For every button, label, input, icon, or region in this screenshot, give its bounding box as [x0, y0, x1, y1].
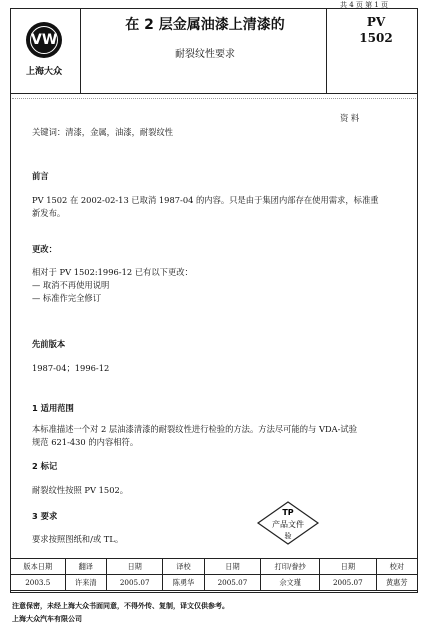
- title-line-2: 耐裂纹性要求: [175, 49, 235, 60]
- divider: [12, 98, 416, 99]
- table-header-cell: 版本日期: [11, 559, 66, 575]
- table-header-cell: 日期: [204, 559, 260, 575]
- table-header-cell: 日期: [107, 559, 163, 575]
- doc-number: 1502: [359, 31, 393, 45]
- previous-versions-heading: 先前版本: [32, 339, 66, 349]
- table-header-row: [11, 559, 418, 575]
- table-header-cell: 译校: [163, 559, 204, 575]
- foreword-line-1: PV 1502 在 2002-02-13 已取消 1987-04 的内容。只是由于集团内部存在使用需求，标准重: [32, 195, 379, 205]
- changes-heading: 更改：: [32, 244, 57, 254]
- logo-letters: VW: [30, 26, 58, 54]
- section-2-text: 耐裂纹性按照 PV 1502。: [32, 485, 129, 495]
- table-cell: 黄惠芳: [376, 575, 417, 591]
- table-row: [11, 575, 418, 591]
- section-3-text: 要求按照图纸和/或 TL。: [32, 534, 124, 544]
- table-cell: 陈勇华: [163, 575, 204, 591]
- title-line-1: 在 2 层金属油漆上清漆的: [125, 17, 285, 33]
- table-cell: 2005.07: [107, 575, 163, 591]
- company-name: 上海大众: [25, 67, 62, 77]
- revision-table: [10, 558, 418, 591]
- changes-item-2: — 标准作完全修订: [32, 293, 102, 303]
- confidentiality-notice: 注意保密，未经上海大众书面同意，不得外传、复制，译文仅供参考。: [12, 602, 229, 610]
- table-cell: 2005.07: [320, 575, 376, 591]
- section-1-heading: 1 适用范围: [32, 403, 74, 413]
- table-cell: 2005.07: [204, 575, 260, 591]
- keywords: 关键词：清漆，金属，油漆，耐裂纹性: [32, 127, 174, 137]
- document-number: [336, 14, 416, 46]
- footer-company: 上海大众汽车有限公司: [12, 615, 82, 623]
- section-2-heading: 2 标记: [32, 461, 58, 471]
- table-header-cell: 翻译: [65, 559, 106, 575]
- table-header-cell: 日期: [320, 559, 376, 575]
- foreword-line-2: 新发布。: [32, 208, 66, 218]
- section-1-line-1: 本标准描述一个对 2 层油漆清漆的耐裂纹性进行检验的方法。方法尽可能的与 VDA-试验: [32, 424, 358, 434]
- stamp: [256, 500, 320, 546]
- stamp-middle: 产品文件: [272, 520, 304, 529]
- changes-intro: 相对于 PV 1502:1996-12 已有以下更改：: [32, 267, 193, 277]
- table-cell: 2003.5: [11, 575, 66, 591]
- section-3-heading: 3 要求: [32, 511, 58, 521]
- doc-code: PV: [366, 15, 386, 29]
- stamp-top: TP: [282, 508, 294, 517]
- table-header-cell: 校对: [376, 559, 417, 575]
- page-info: 共 4 页 第 1 页: [340, 1, 389, 9]
- info-type: 资 料: [340, 113, 360, 123]
- table-cell: 佘文瑾: [261, 575, 320, 591]
- section-1-line-2: 规范 621-430 的内容相符。: [32, 437, 139, 447]
- table-cell: 许来清: [65, 575, 106, 591]
- changes-item-1: — 取消不再使用说明: [32, 280, 110, 290]
- company-logo: [14, 22, 74, 84]
- foreword-heading: 前言: [32, 171, 49, 181]
- previous-versions-text: 1987-04；1996-12: [32, 363, 110, 373]
- table-header-cell: 打印/誊抄: [261, 559, 320, 575]
- vw-logo-icon: [26, 22, 62, 58]
- stamp-bottom: 验: [284, 532, 292, 540]
